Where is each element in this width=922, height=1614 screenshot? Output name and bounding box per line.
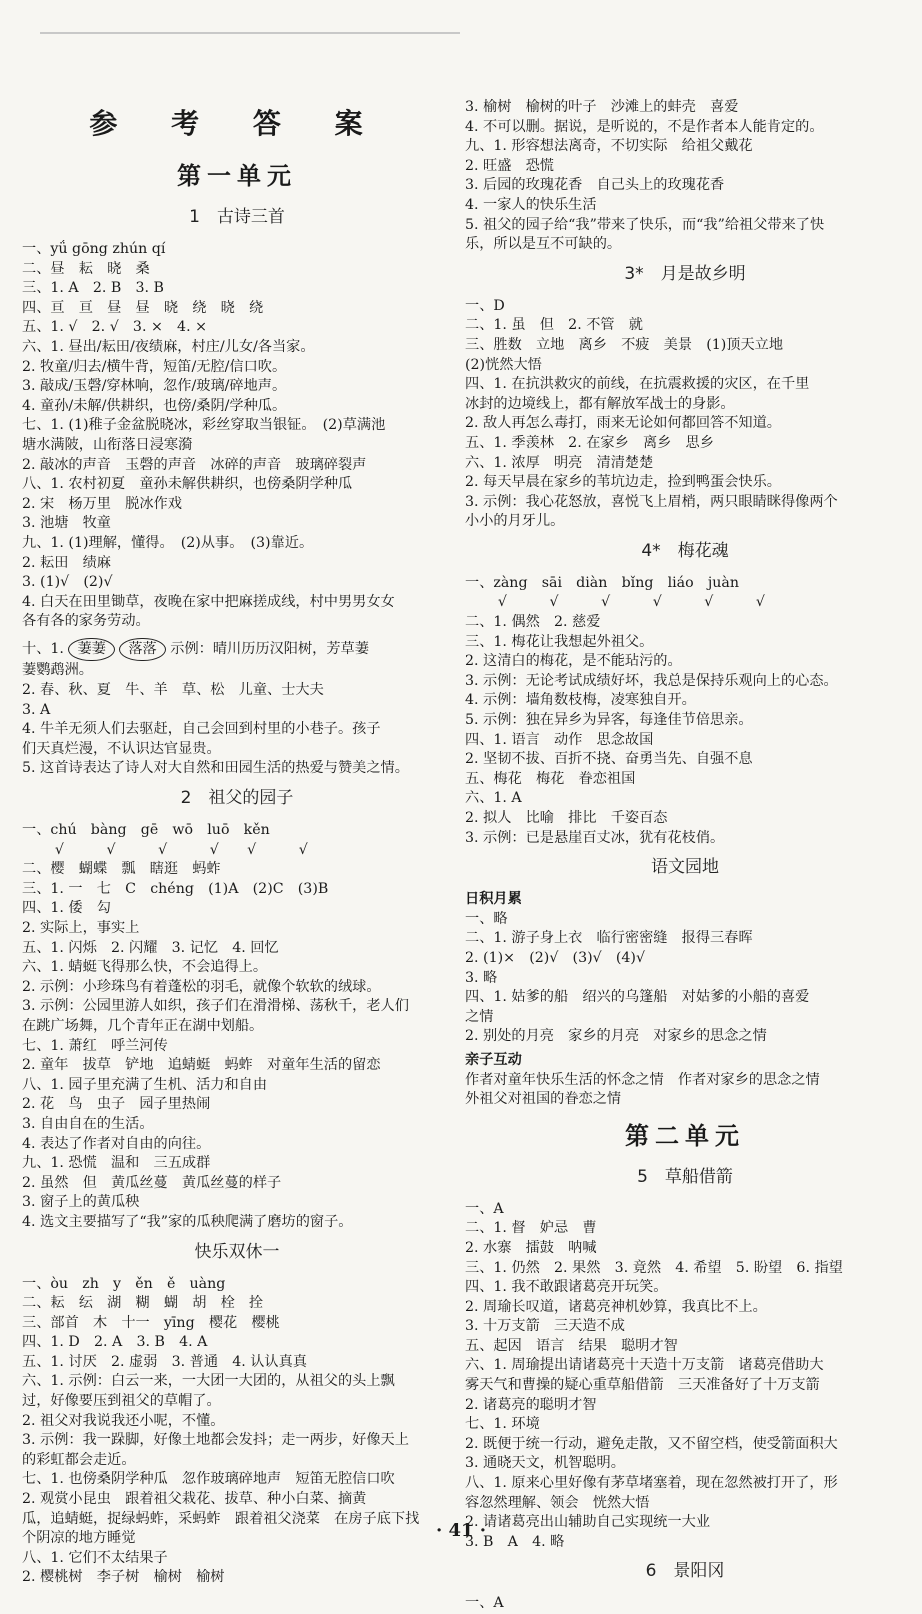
answer-line: 4. 选文主要描写了“我”家的瓜秧爬满了磨坊的窗子。 [22, 1213, 353, 1230]
answer-line: 2. 宋 杨万里 脱冰作戏 [22, 495, 182, 512]
unit-heading: 第二单元 [625, 1120, 745, 1150]
right-column [465, 98, 905, 1614]
answer-line: 一、yǘ gōng zhún qí [22, 241, 166, 257]
answer-line: 3. 示例：无论考试成绩好坏，我总是保持乐观向上的心态。 [465, 672, 838, 689]
answer-line: 二、耘 纭 湖 糊 蝴 胡 栓 拴 [22, 1295, 264, 1312]
answer-line: 一、zàng sāi diàn bǐng liáo juàn [465, 574, 740, 591]
answer-line: 五、1. 讨厌 2. 虚弱 3. 普通 4. 认认真真 [22, 1353, 307, 1370]
answer-line: 六、1. 周瑜提出请诸葛亮十天造十万支箭 诸葛亮借助大 [465, 1357, 824, 1374]
answer-line: 个阴凉的地方睡觉 [22, 1530, 136, 1547]
answer-line: 5. 祖父的园子给“我”带来了快乐，而“我”给祖父带来了快 [465, 216, 825, 233]
answer-line: 3. 后园的玫瑰花香 自己头上的玫瑰花香 [465, 177, 725, 194]
answer-line: 二、1. 督 妒忌 曹 [465, 1220, 597, 1237]
answer-line: 一、D [465, 297, 505, 314]
answer-line: 2. 实际上，事实上 [22, 920, 140, 936]
answer-line: 2. 敌人再怎么毒打，雨来无论如何都回答不知道。 [465, 415, 781, 432]
lesson-heading: 1 古诗三首 [189, 207, 285, 227]
answer-line: 冰封的边境线上，都有解放军战士的身影。 [465, 395, 735, 412]
answer-line: 瓜，追蜻蜓，捉绿蚂蚱，采蚂蚱 跟着祖父浇菜 在房子底下找 [22, 1510, 420, 1527]
answer-line: √ √ √ √ √ √ [22, 841, 308, 858]
answer-line: 2. 既便于统一行动，避免走散，又不留空档，使受箭面积大 [465, 1435, 838, 1452]
lesson-heading: 语文园地 [651, 857, 719, 878]
answer-line: 2. 水寨 擂鼓 呐喊 [465, 1239, 597, 1256]
answer-line [22, 638, 452, 662]
answer-line: 3. 示例：公园里游人如织，孩子们在滑滑梯、荡秋千，老人们 [22, 998, 409, 1015]
answer-line: 二、昼 耘 晓 桑 [22, 260, 150, 277]
lesson-heading: 6 景阳冈 [645, 1561, 725, 1582]
answer-line: 五、1. 季羡林 2. 在家乡 离乡 思乡 [465, 434, 714, 451]
answer-line: 2. 别处的月亮 家乡的月亮 对家乡的思念之情 [465, 1028, 767, 1045]
answer-line: 三、1. 一 七 C chéng (1)A (2)C (3)B [22, 880, 329, 897]
page-title: 参 考 答 案 [89, 107, 385, 140]
answer-line: 2. 观赏小昆虫 跟着祖父栽花、拔草、种小白菜、摘黄 [22, 1491, 367, 1508]
answer-line: 过，好像要压到祖父的草帽了。 [22, 1393, 221, 1410]
answer-line: 2. 虽然 但 黄瓜丝蔓 黄瓜丝蔓的样子 [22, 1174, 282, 1191]
answer-line: 3. 略 [465, 969, 498, 986]
answer-line: 5. 示例：独在异乡为异客，每逢佳节倍思亲。 [465, 712, 753, 729]
answer-line: 二、1. 游子身上衣 临行密密缝 报得三春晖 [465, 930, 753, 947]
circled-word: 落落 [119, 638, 165, 662]
answer-line: 3. 自由自在的生活。 [22, 1115, 154, 1132]
answer-line: 3. (1)√ (2)√ [22, 574, 113, 591]
circled-word: 萋萋 [68, 638, 114, 662]
answer-line: 3. 窗子上的黄瓜秧 [22, 1194, 140, 1211]
answer-line: 三、1. 梅花让我想起外祖父。 [465, 633, 654, 650]
answer-line: 4. 示例：墙角数枝梅，凌寒独自开。 [465, 692, 696, 709]
answer-line: 五、1. 闪烁 2. 闪耀 3. 记忆 4. 回忆 [22, 939, 279, 956]
answer-line: 四、1. 在抗洪救灾的前线，在抗震救援的灾区，在千里 [465, 376, 810, 393]
answer-line: 2. 祖父对我说我还小呢，不懂。 [22, 1412, 225, 1429]
answer-line: 2. 牧童/归去/横牛背，短笛/无腔/信口吹。 [22, 358, 287, 375]
answer-line: 2. 敲冰的声音 玉磬的声音 冰碎的声音 玻璃碎裂声 [22, 456, 367, 473]
answer-line: 四、1. 语言 动作 思念故国 [465, 731, 654, 748]
answer-line: 4. 一家人的快乐生活 [465, 196, 597, 213]
answer-line: 们天真烂漫，不认识达官显贵。 [22, 740, 221, 757]
answer-line: 3. 通晓天文，机智聪明。 [465, 1455, 625, 1472]
answer-line: 雾天气和曹操的疑心重草船借箭 三天准备好了十万支箭 [465, 1377, 820, 1394]
answer-line: 4. 童孙/未解/供耕织，也傍/桑阴/学种瓜。 [22, 397, 287, 414]
answer-line: 一、略 [465, 910, 508, 927]
answer-line: 2. 请诸葛亮出山辅助自己实现统一大业 [465, 1514, 711, 1531]
answer-line: 2. 周瑜长叹道，诸葛亮神机妙算，我真比不上。 [465, 1298, 767, 1315]
answer-line: 一、chú bàng gē wō luō kěn [22, 822, 270, 839]
answer-line: 2. 樱桃树 李子树 榆树 榆树 [22, 1569, 225, 1586]
answer-line: 2. 诸葛亮的聪明才智 [465, 1396, 597, 1413]
answer-line: 3. 十万支箭 三天造不成 [465, 1318, 625, 1335]
answer-line: 乐，所以是互不可缺的。 [465, 236, 622, 253]
answer-line: 2. 每天早晨在家乡的苇坑边走，捡到鸭蛋会快乐。 [465, 474, 781, 491]
answer-line: 八、1. 园子里充满了生机、活力和自由 [22, 1076, 268, 1093]
answer-line: 容忽然理解、领会 恍然大悟 [465, 1494, 650, 1511]
answer-line: 六、1. 昼出/耘田/夜绩麻，村庄/儿女/各当家。 [22, 338, 315, 355]
top-rule [40, 32, 460, 34]
answer-line: 4. 白天在田里锄草，夜晚在家中把麻搓成线，村中男男女女 [22, 593, 395, 610]
answer-line: 七、1. 环境 [465, 1416, 540, 1433]
answer-line: 4. 牛羊无须人们去驱赶，自己会回到村里的小巷子。孩子 [22, 721, 381, 738]
answer-line: 2. 坚韧不拔、百折不挠、奋勇当先、自强不息 [465, 751, 753, 768]
answer-line: 五、1. √ 2. √ 3. × 4. × [22, 319, 207, 336]
answer-line: 二、樱 蝴蝶 瓢 瞎逛 蚂蚱 [22, 861, 221, 878]
answer-line: 外祖父对祖国的眷恋之情 [465, 1091, 622, 1108]
answer-line: 六、1. A [465, 790, 522, 807]
answer-line: 4. 不可以删。据说，是听说的，不是作者本人能肯定的。 [465, 118, 824, 135]
answer-line: 四、1. D 2. A 3. B 4. A [22, 1334, 208, 1351]
answer-line: 作者对童年快乐生活的怀念之情 作者对家乡的思念之情 [465, 1071, 820, 1088]
answer-line: (2)恍然大悟 [465, 356, 542, 373]
answer-line: 三、1. 仍然 2. 果然 3. 竟然 4. 希望 5. 盼望 6. 指望 [465, 1259, 843, 1276]
answer-line: 3. 示例：我心花怒放，喜悦飞上眉梢，两只眼睛眯得像两个 [465, 493, 838, 510]
lesson-heading: 3* 月是故乡明 [624, 263, 746, 284]
answer-line: 2. 童年 拔草 铲地 追蜻蜓 蚂蚱 对童年生活的留恋 [22, 1057, 381, 1074]
answer-line: 2. 拟人 比喻 排比 千姿百态 [465, 810, 668, 826]
answer-line: 二、1. 虽 但 2. 不管 就 [465, 317, 643, 334]
answer-line: 2. 这清白的梅花，是不能玷污的。 [465, 653, 682, 670]
answer-line: 2. 旺盛 恐慌 [465, 157, 554, 174]
answer-line: 在跳广场舞，几个青年正在湖中划船。 [22, 1017, 264, 1034]
answer-line: 七、1. 萧红 呼兰河传 [22, 1037, 168, 1054]
section-subheading: 日积月累 [465, 891, 522, 908]
answer-line: 萋鹦鹉洲。 [22, 662, 93, 679]
answer-text: 示例：晴川历历汉阳树，芳草萋 [170, 640, 369, 657]
lesson-heading: 2 祖父的园子 [180, 788, 294, 809]
answer-line: 六、1. 浓厚 明亮 清清楚楚 [465, 454, 654, 471]
answer-line: 2. 春、秋、夏 牛、羊 草、松 儿童、士大夫 [22, 682, 324, 699]
answer-line: 之情 [465, 1008, 494, 1025]
answer-line: 九、1. 形容想法离奇，不切实际 给祖父戴花 [465, 138, 753, 155]
answer-line: 九、1. (1)理解，懂得。 (2)从事。 (3)靠近。 [22, 534, 314, 551]
answer-line: 2. 耘田 绩麻 [22, 554, 111, 571]
answer-line: 一、òu zh y ěn ě uàng [22, 1275, 226, 1292]
answer-line: 4. 表达了作者对自由的向往。 [22, 1135, 211, 1152]
answer-line: 的彩虹都会走近。 [22, 1451, 136, 1468]
answer-line: 三、胜数 立地 离乡 不疲 美景 (1)顶天立地 [465, 336, 784, 353]
answer-line: 一、A [465, 1595, 504, 1612]
answer-line: 五、起因 语言 结果 聪明才智 [465, 1337, 678, 1354]
answer-line: 2. (1)× (2)√ (3)√ (4)√ [465, 949, 646, 966]
answer-line: 二、1. 偶然 2. 慈爱 [465, 614, 601, 631]
answer-line: 五、梅花 梅花 眷恋祖国 [465, 770, 636, 787]
page-number: · 41 · [435, 1520, 487, 1541]
answer-line: 3. 示例：已是悬崖百丈冰，犹有花枝俏。 [465, 829, 725, 846]
answer-line: 三、部首 木 十一 yīng 樱花 樱桃 [22, 1314, 280, 1331]
answer-line: 四、1. 我不敢跟诸葛亮开玩笑。 [465, 1279, 668, 1296]
answer-line: √ √ √ √ √ √ [465, 594, 765, 611]
unit-heading: 第一单元 [177, 161, 297, 190]
lesson-heading: 5 草船借箭 [637, 1166, 733, 1187]
answer-line: 六、1. 蜻蜓飞得那么快，不会追得上。 [22, 959, 268, 976]
answer-line: 七、1. (1)稚子金盆脱晓冰，彩丝穿取当银钲。 (2)草满池 [22, 417, 386, 434]
answer-line: 3. 榆树 榆树的叶子 沙滩上的蚌壳 喜爱 [465, 99, 739, 115]
answer-line: 2. 示例：小珍珠鸟有着蓬松的羽毛，就像个软软的绒球。 [22, 978, 381, 995]
answer-line: 塘水满陂，山衔落日浸寒漪 [22, 436, 193, 453]
answer-line: 一、A [465, 1200, 504, 1217]
answer-line: 八、1. 原来心里好像有茅草堵塞着，现在忽然被打开了，形 [465, 1475, 838, 1492]
answer-line: 3. A [22, 701, 51, 718]
left-column [22, 98, 452, 1588]
section-subheading: 亲子互动 [465, 1051, 522, 1068]
answer-line: 七、1. 也傍桑阴学种瓜 忽作玻璃碎地声 短笛无腔信口吹 [22, 1471, 395, 1488]
answer-line: 八、1. 它们不太结果子 [22, 1549, 168, 1566]
answer-line: 九、1. 恐慌 温和 三五成群 [22, 1155, 211, 1172]
answer-line: 四、1. 倭 勾 [22, 900, 111, 917]
answer-line: 3. 示例：我一跺脚，好像土地都会发抖；走一两步，好像天上 [22, 1432, 409, 1449]
answer-line: 3. 池塘 牧童 [22, 515, 111, 532]
answer-line: 5. 这首诗表达了诗人对大自然和田园生活的热爱与赞美之情。 [22, 760, 409, 777]
answer-number: 十、1. [22, 640, 64, 657]
answer-line: 3. 敲成/玉磬/穿林响，忽作/玻璃/碎地声。 [22, 378, 287, 395]
answer-line: 四、1. 姑爹的船 绍兴的乌篷船 对姑爹的小船的喜爱 [465, 989, 810, 1006]
answer-line: 六、1. 示例：白云一来，一大团一大团的，从祖父的头上飘 [22, 1373, 395, 1390]
lesson-heading: 快乐双休一 [194, 1241, 280, 1262]
answer-line: 3. B A 4. 略 [465, 1533, 565, 1550]
answer-line: 各有各的家务劳动。 [22, 613, 150, 630]
answer-line: 八、1. 农村初夏 童孙未解供耕织，也傍桑阴学种瓜 [22, 476, 353, 493]
answer-line: 四、亘 亘 昼 昼 晓 绕 晓 绕 [22, 299, 264, 316]
answer-line: 2. 花 鸟 虫子 园子里热闹 [22, 1096, 211, 1113]
answer-line: 三、1. A 2. B 3. B [22, 280, 164, 297]
answer-line: 小小的月牙儿。 [465, 513, 565, 530]
lesson-heading: 4* 梅花魂 [641, 540, 729, 561]
